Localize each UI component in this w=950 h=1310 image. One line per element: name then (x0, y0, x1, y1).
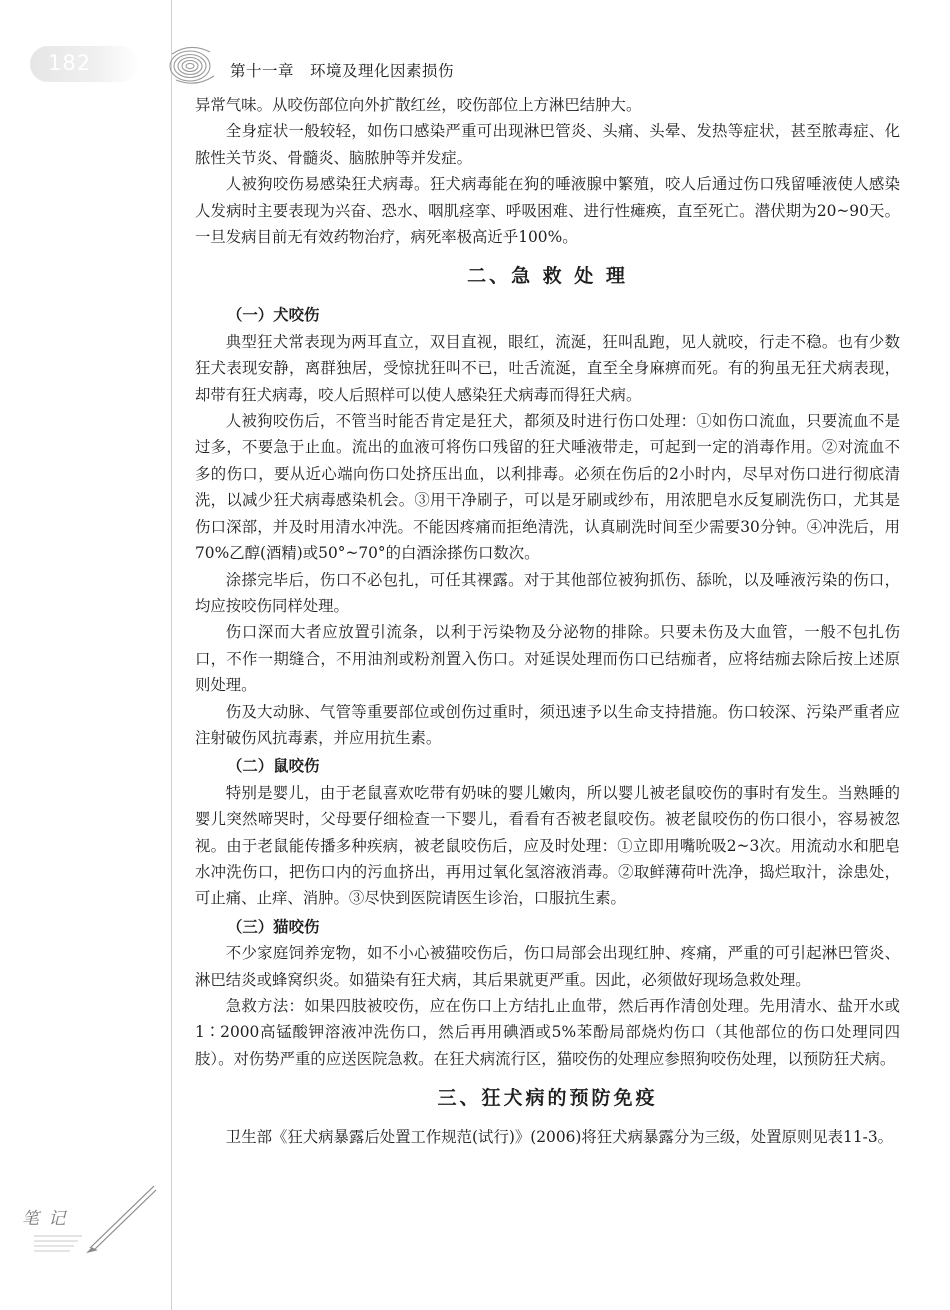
paragraph: 伤口深而大者应放置引流条，以利于污染物及分泌物的排除。只要未伤及大血管，一般不包扎伤口，不作一期缝合，不用油剂或粉剂置入伤口。对延误处理而伤口已结痂者，应将结痂去除后按上述原则处理。 (195, 623, 900, 695)
swirl-ornament-icon (168, 40, 226, 86)
subsection-heading-cat-bite: （三）猫咬伤 (227, 917, 320, 936)
notes-label: 笔 记 (22, 1209, 68, 1229)
paragraph: 不少家庭饲养宠物，如不小心被猫咬伤后，伤口局部会出现红肿、疼痛，严重的可引起淋巴管炎、淋巴结炎或蜂窝织炎。如猫染有狂犬病，其后果就更严重。因此，必须做好现场急救处理。 (195, 944, 900, 989)
page-number: 182 (48, 51, 92, 75)
paragraph: 卫生部《狂犬病暴露后处置工作规范(试行)》(2006)将狂犬病暴露分为三级，处置原则见表11-3。 (225, 1128, 894, 1147)
page-content (195, 92, 900, 1151)
subsection-heading-dog-bite: （一）犬咬伤 (227, 306, 320, 325)
paragraph: 急救方法：如果四肢被咬伤，应在伤口上方结扎止血带，然后再作清创处理。先用清水、盐开水或1∶2000高锰酸钾溶液冲洗伤口，然后再用碘酒或5%苯酚局部烧灼伤口（其他部位的伤口处理同四肢）。对伤势严重的应送医院急救。在狂犬病流行区，猫咬伤的处理应参照狗咬伤处理，以预防狂犬病。 (195, 997, 900, 1068)
paragraph: 涂搽完毕后，伤口不必包扎，可任其裸露。对于其他部位被狗抓伤、舔吮，以及唾液污染的伤口，均应按咬伤同样处理。 (195, 570, 900, 615)
paragraph: 人被狗咬伤后，不管当时能否肯定是狂犬，都须及时进行伤口处理：①如伤口流血，只要流血不是过多，不要急于止血。流出的血液可将伤口残留的狂犬唾液带走，可起到一定的消毒作用。②对流血不多的伤口，要从近心端向伤口处挤压出血，以利排毒。必须在伤后的2小时内，尽早对伤口进行彻底清洗，以减少狂犬病毒感染机会。③用干净刷子，可以是牙刷或纱布，用浓肥皂水反复刷洗伤口，尤其是伤口深部，并及时用清水冲洗。不能因疼痛而拒绝清洗，认真刷洗时间至少需要30分钟。④冲洗后，用70%乙醇(酒精)或50°~70°的白酒涂搽伤口数次。 (195, 412, 900, 563)
paragraph: 伤及大动脉、气管等重要部位或创伤过重时，须迅速予以生命支持措施。伤口较深、污染严重者应注射破伤风抗毒素，并应用抗生素。 (195, 702, 900, 747)
paragraph: 全身症状一般较轻，如伤口感染严重可出现淋巴管炎、头痛、头晕、发热等症状，甚至脓毒症、化脓性关节炎、骨髓炎、脑脓肿等并发症。 (195, 122, 900, 167)
subsection-heading-rat-bite: （二）鼠咬伤 (227, 757, 320, 776)
chapter-title: 第十一章 环境及理化因素损伤 (230, 62, 455, 80)
section-heading-rabies-prevention: 三、狂犬病的预防免疫 (437, 1087, 658, 1110)
paragraph: 典型狂犬常表现为两耳直立，双目直视，眼红，流涎，狂叫乱跑，见人就咬，行走不稳。也有少数狂犬表现安静，离群独居，受惊扰狂叫不已，吐舌流涎，直至全身麻痹而死。有的狗虽无狂犬病表现，却带有狂犬病毒，咬人后照样可以使人感染狂犬病毒而得狂犬病。 (195, 332, 900, 404)
section-heading-first-aid: 二、急 救 处 理 (467, 265, 628, 288)
paragraph: 异常气味。从咬伤部位向外扩散红丝，咬伤部位上方淋巴结肿大。 (195, 96, 642, 114)
paragraph: 特别是婴儿，由于老鼠喜欢吃带有奶味的婴儿嫩肉，所以婴儿被老鼠咬伤的事时有发生。当熟睡的婴儿突然啼哭时，父母要仔细检查一下婴儿，看看有否被老鼠咬伤。被老鼠咬伤的伤口很小，容易被忽视。由于老鼠能传播多种疾病，被老鼠咬伤后，应及时处理：①立即用嘴吮吸2~3次。用流动水和肥皂水冲洗伤口，把伤口内的污血挤出，再用过氧化氢溶液消毒。②取鲜薄荷叶洗净，捣烂取汁，涂患处，可止痛、止痒、消肿。③尽快到医院请医生诊治，口服抗生素。 (195, 783, 900, 908)
paragraph: 人被狗咬伤易感染狂犬病毒。狂犬病毒能在狗的唾液腺中繁殖，咬人后通过伤口残留唾液使人感染 人发病时主要表现为兴奋、恐水、咽肌痉挛、呼吸困难、进行性瘫痪，直至死亡。潜伏期为20~90天。一旦发病目前无有效药物治疗，病死率极高近乎100%。 (195, 175, 900, 247)
margin-rule (171, 0, 172, 1310)
